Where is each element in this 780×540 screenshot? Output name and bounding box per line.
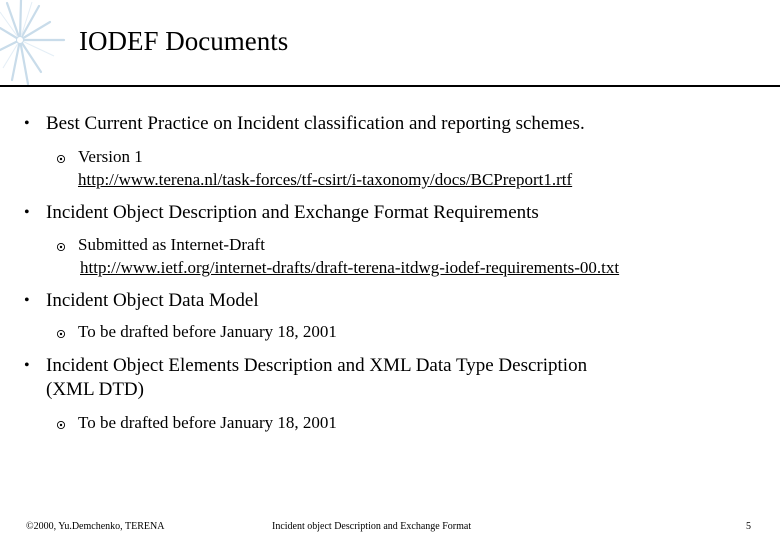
page-number: 5: [746, 521, 751, 532]
bullet-dot-icon: •: [24, 357, 30, 374]
slide-title: IODEF Documents: [79, 26, 289, 56]
title-divider: [0, 85, 780, 87]
item-version-label: Version 1: [78, 147, 143, 166]
circled-dot-bullet-icon: [56, 321, 66, 345]
circled-dot-bullet-icon: [56, 234, 66, 258]
footer-copyright: ©2000, Yu.Demchenko, TERENA: [26, 521, 165, 532]
item-iodef-requirements: Incident Object Description and Exchange Format Requirements: [46, 202, 539, 223]
footer-title: Incident object Description and Exchange Format: [272, 521, 472, 532]
link-iodef-requirements-draft[interactable]: http://www.ietf.org/internet-drafts/draft-terena-itdwg-iodef-requirements-00.txt: [80, 258, 620, 277]
circled-dot-bullet-icon: [56, 412, 66, 436]
item-data-model-status: To be drafted before January 18, 2001: [78, 322, 337, 341]
link-bcp-report[interactable]: http://www.terena.nl/task-forces/tf-csirt/i-taxonomy/docs/BCPreport1.rtf: [78, 170, 573, 189]
bullet-dot-icon: •: [24, 115, 30, 132]
item-data-model: Incident Object Data Model: [46, 290, 259, 311]
item-xml-dtd-line2: (XML DTD): [46, 379, 144, 400]
circled-dot-bullet-icon: [56, 146, 66, 170]
bullet-dot-icon: •: [24, 204, 30, 221]
bullet-dot-icon: •: [24, 292, 30, 309]
item-xml-dtd-line1: Incident Object Elements Description and XML Data Type Description: [46, 355, 588, 376]
item-internet-draft-label: Submitted as Internet-Draft: [78, 235, 265, 254]
starburst-logo-icon: [0, 0, 78, 86]
item-xml-dtd-status: To be drafted before January 18, 2001: [78, 413, 337, 432]
item-best-current-practice: Best Current Practice on Incident classification and reporting schemes.: [46, 113, 585, 134]
